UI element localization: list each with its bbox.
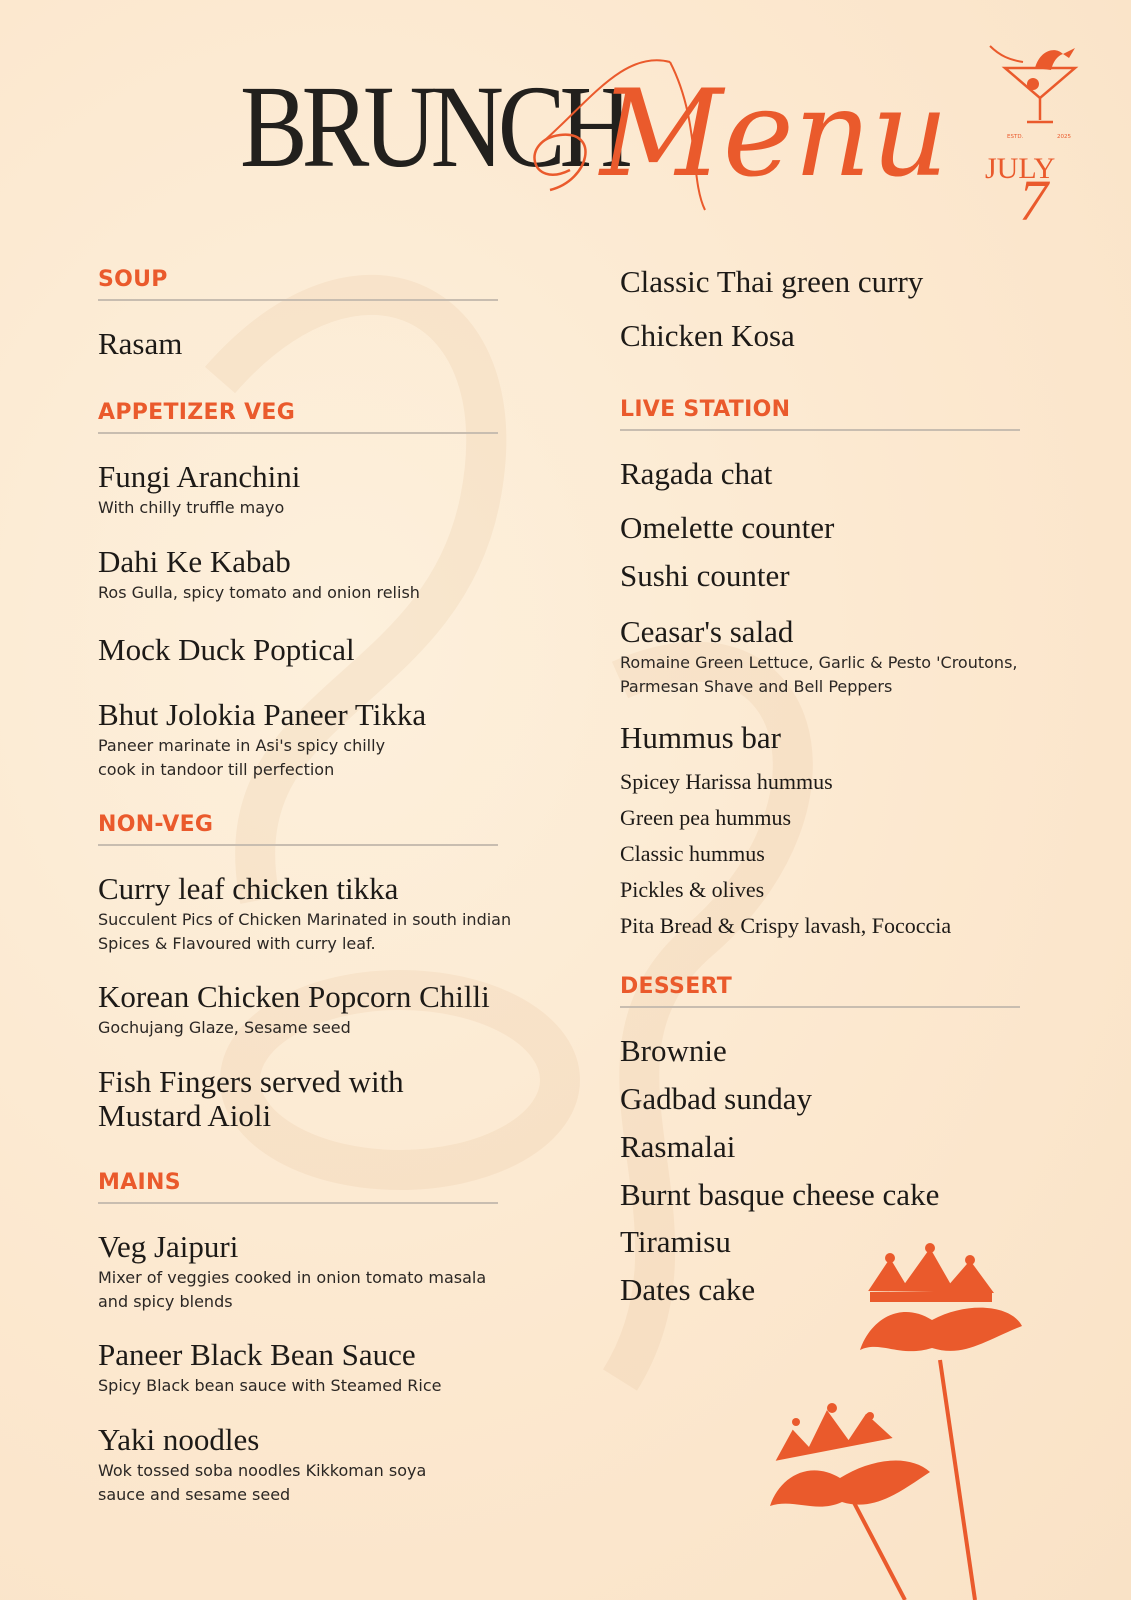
emblem-estd-text: ESTD. bbox=[1007, 134, 1024, 140]
menu-item bbox=[98, 1338, 548, 1398]
item-description: sauce and sesame seed bbox=[98, 1485, 291, 1504]
item-name: Rasam bbox=[98, 326, 183, 361]
section-heading-mains: MAINS bbox=[98, 1168, 498, 1204]
menu-item bbox=[98, 1423, 548, 1507]
menu-item bbox=[620, 559, 1050, 593]
item-description: Succulent Pics of Chicken Marinated in south indian bbox=[98, 910, 512, 929]
section-heading-appetizer-veg: APPETIZER VEG bbox=[98, 398, 498, 434]
item-name: Fish Fingers served with bbox=[98, 1064, 404, 1099]
menu-item bbox=[620, 1082, 1050, 1116]
item-description: cook in tandoor till perfection bbox=[98, 760, 335, 779]
menu-item bbox=[98, 327, 548, 361]
item-name: Pita Bread & Crispy lavash, Fococcia bbox=[620, 913, 952, 938]
menu-item bbox=[620, 1178, 1050, 1212]
menu-item bbox=[98, 698, 548, 782]
date-month: JULY bbox=[985, 152, 1056, 185]
item-name: Classic Thai green curry bbox=[620, 264, 924, 299]
menu-item bbox=[98, 1065, 548, 1133]
title-menu-script bbox=[530, 40, 949, 220]
section-mains bbox=[98, 1168, 548, 1504]
menu-item bbox=[98, 460, 548, 520]
item-name: Gadbad sunday bbox=[620, 1081, 812, 1116]
menu-item bbox=[98, 633, 548, 667]
section-heading-dessert: DESSERT bbox=[620, 972, 1020, 1008]
item-description: Paneer marinate in Asi's spicy chilly bbox=[98, 736, 386, 755]
item-name: Hummus bar bbox=[620, 720, 782, 755]
item-name: Dahi Ke Kabab bbox=[98, 544, 291, 579]
title-menu-text: Menu bbox=[600, 65, 949, 204]
menu-item bbox=[620, 1034, 1050, 1068]
item-name: Mustard Aioli bbox=[98, 1098, 272, 1133]
section-appetizer-veg bbox=[98, 398, 548, 779]
item-description: Mixer of veggies cooked in onion tomato masala bbox=[98, 1268, 487, 1287]
item-name: Bhut Jolokia Paneer Tikka bbox=[98, 697, 427, 732]
section-non-veg bbox=[98, 810, 548, 1133]
menu-item bbox=[620, 265, 1050, 299]
crown-mustache-props-decoration bbox=[760, 1240, 1060, 1600]
section-heading-soup: SOUP bbox=[98, 265, 498, 301]
item-name: Burnt basque cheese cake bbox=[620, 1177, 940, 1212]
hummus-option bbox=[620, 769, 1050, 795]
item-name: Chicken Kosa bbox=[620, 318, 795, 353]
item-name: Rasmalai bbox=[620, 1129, 736, 1164]
hummus-option bbox=[620, 841, 1050, 867]
item-name: Pickles & olives bbox=[620, 877, 765, 902]
item-description: Parmesan Shave and Bell Peppers bbox=[620, 677, 893, 696]
menu-item bbox=[620, 457, 1050, 491]
item-name: Paneer Black Bean Sauce bbox=[98, 1337, 416, 1372]
item-name: Dates cake bbox=[620, 1272, 756, 1307]
item-name: Omelette counter bbox=[620, 510, 835, 545]
item-name: Mock Duck Poptical bbox=[98, 632, 355, 667]
section-live-station bbox=[620, 395, 1050, 938]
item-name: Korean Chicken Popcorn Chilli bbox=[98, 979, 490, 1014]
item-description: Romaine Green Lettuce, Garlic & Pesto 'Croutons, bbox=[620, 653, 1018, 672]
item-name: Ragada chat bbox=[620, 456, 773, 491]
date-day: 7 bbox=[1019, 168, 1048, 233]
section-soup bbox=[98, 265, 548, 361]
item-name: Tiramisu bbox=[620, 1224, 731, 1259]
section-heading-live-station: LIVE STATION bbox=[620, 395, 1020, 431]
title-brunch: BRUNCH bbox=[240, 61, 627, 192]
item-name: Brownie bbox=[620, 1033, 727, 1068]
menu-item bbox=[620, 721, 1050, 755]
july-7-emblem bbox=[985, 38, 1100, 233]
item-description: Gochujang Glaze, Sesame seed bbox=[98, 1018, 351, 1037]
menu-item bbox=[98, 1230, 548, 1314]
item-description: With chilly truffle mayo bbox=[98, 498, 285, 517]
crown-mustache-prop-icon bbox=[770, 1402, 930, 1600]
item-name: Ceasar's salad bbox=[620, 614, 794, 649]
emblem-year-text: 2025 bbox=[1057, 134, 1071, 140]
hummus-option bbox=[620, 877, 1050, 903]
menu-item bbox=[620, 319, 1050, 353]
item-name: Spicey Harissa hummus bbox=[620, 769, 833, 794]
crown-mustache-prop-icon bbox=[860, 1243, 1022, 1600]
item-description: Wok tossed soba noodles Kikkoman soya bbox=[98, 1461, 427, 1480]
item-name: Fungi Aranchini bbox=[98, 459, 301, 494]
menu-item bbox=[620, 1130, 1050, 1164]
hummus-option bbox=[620, 805, 1050, 831]
menu-item bbox=[620, 615, 1050, 699]
menu-item bbox=[98, 872, 548, 956]
item-name: Veg Jaipuri bbox=[98, 1229, 239, 1264]
menu-item bbox=[620, 511, 1050, 545]
item-description: Ros Gulla, spicy tomato and onion relish bbox=[98, 583, 420, 602]
menu-item bbox=[98, 545, 548, 605]
item-name: Yaki noodles bbox=[98, 1422, 260, 1457]
item-description: and spicy blends bbox=[98, 1292, 233, 1311]
cocktail-bird-icon bbox=[990, 46, 1075, 122]
item-name: Sushi counter bbox=[620, 558, 790, 593]
section-dessert bbox=[620, 972, 1050, 1307]
section-heading-non-veg: NON-VEG bbox=[98, 810, 498, 846]
item-name: Curry leaf chicken tikka bbox=[98, 871, 399, 906]
item-description: Spicy Black bean sauce with Steamed Rice bbox=[98, 1376, 442, 1395]
item-name: Green pea hummus bbox=[620, 805, 792, 830]
item-name: Classic hummus bbox=[620, 841, 765, 866]
item-description: Spices & Flavoured with curry leaf. bbox=[98, 934, 376, 953]
hummus-option bbox=[620, 913, 1050, 939]
menu-item bbox=[98, 980, 548, 1040]
